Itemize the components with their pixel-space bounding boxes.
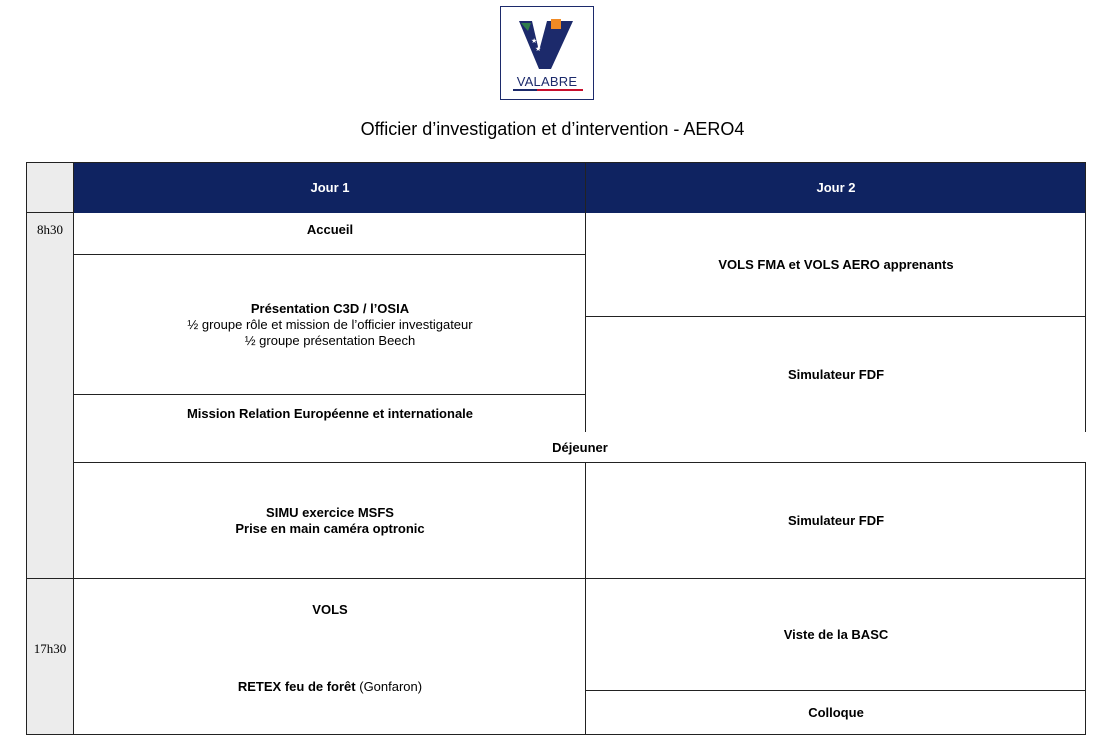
header-jour-1: Jour 1 [74, 162, 586, 213]
day-divider-bottom [585, 462, 586, 735]
time-col-break [26, 578, 74, 579]
time-col-divider [73, 162, 74, 735]
jour2-simulateur-2: Simulateur FDF [586, 463, 1086, 579]
presentation-line-2: ½ groupe présentation Beech [244, 332, 416, 348]
jour1-vols: VOLS [74, 595, 586, 625]
start-time: 8h30 [37, 222, 63, 237]
border-bottom [26, 734, 1086, 735]
jour2-line-2 [586, 690, 1086, 691]
jour2-line-1 [586, 316, 1086, 317]
retex-title: RETEX feu de forêt [237, 679, 356, 694]
header-jour-2: Jour 2 [586, 162, 1086, 213]
header-bottom [26, 212, 74, 213]
simu-line-2: Prise en main caméra optronic [235, 521, 425, 536]
jour1-accueil: Accueil [74, 213, 586, 246]
simu-line-1: SIMU exercice MSFS [266, 505, 394, 520]
border-right [1085, 162, 1086, 432]
presentation-title: Présentation C3D / l’OSIA [250, 300, 410, 316]
jour2-vols-fma: VOLS FMA et VOLS AERO apprenants [586, 213, 1086, 316]
jour2-colloque: Colloque [586, 691, 1086, 735]
jour1-simu [74, 463, 586, 579]
jour1-retex [74, 672, 586, 702]
jour2-simulateur-1: Simulateur FDF [586, 317, 1086, 432]
border-left [26, 162, 27, 735]
dejeuner-row: Déjeuner [74, 433, 1086, 462]
border-right-lower [1085, 462, 1086, 735]
day-divider-top [585, 162, 586, 432]
logo-text: VALABRE [516, 74, 578, 89]
jour1-line-1 [74, 254, 586, 255]
svg-text:★: ★ [531, 37, 538, 45]
end-time: 17h30 [33, 641, 67, 656]
jour1-line-2 [74, 394, 586, 395]
svg-text:★: ★ [535, 45, 542, 53]
jour1-presentation [74, 255, 586, 394]
dejeuner-bottom [74, 462, 1086, 463]
presentation-line-1: ½ groupe rôle et mission de l’officier investigateur [187, 316, 473, 332]
jour1-line-3 [74, 578, 1086, 579]
page-title: Officier d’investigation et d’intervention - AERO4 [360, 119, 745, 139]
jour2-visite: Viste de la BASC [586, 580, 1086, 690]
jour1-mission: Mission Relation Européenne et internationale [74, 395, 586, 432]
border-top [26, 162, 1086, 163]
retex-place: (Gonfaron) [355, 679, 423, 694]
